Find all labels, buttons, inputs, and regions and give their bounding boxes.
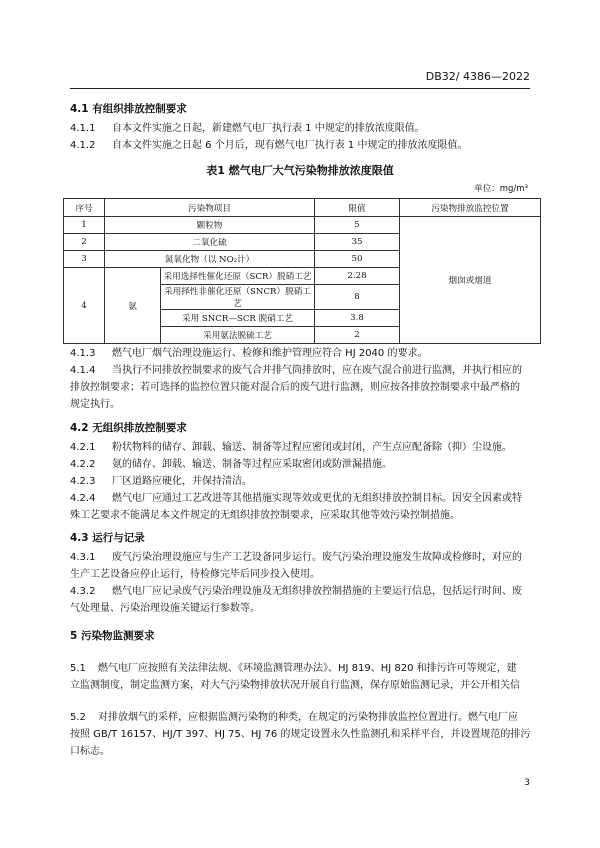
clause-5-2 — [70, 709, 540, 760]
table-row — [64, 217, 541, 234]
limit-value: 3.8 — [315, 310, 400, 327]
section-5-heading: 5 污染物监测要求 — [70, 630, 155, 642]
header-cell: 污染物项目 — [105, 199, 315, 217]
doc-number: DB32/ 4386—2022 — [425, 70, 530, 83]
clause-line — [70, 583, 540, 600]
header-cell: 序号 — [64, 199, 105, 217]
clause-number: 4.1.1 — [70, 123, 96, 134]
section-4-2-heading: 4.2 无组织排放控制要求 — [70, 422, 187, 434]
clause-line — [70, 549, 540, 566]
pollutant-item: 采用氨法脱硫工艺 — [161, 327, 315, 344]
row-number: 2 — [64, 234, 105, 251]
table-header-row — [64, 199, 541, 217]
clause-line — [70, 660, 540, 677]
limit-value: 2.28 — [315, 268, 400, 285]
clause-text: 当执行不同排放控制要求的废气合并排气筒排放时，应在废气混合前进行监测，并执行相应的 — [112, 365, 522, 376]
section-4-1-heading: 4.1 有组织排放控制要求 — [70, 103, 187, 115]
clause-number: 4.1.4 — [70, 365, 96, 376]
clause-number: 4.3.2 — [70, 586, 96, 597]
clause-line — [70, 490, 540, 507]
clause-line: 按照 GB/T 16157、HJ/T 397、HJ 75、HJ 76 的规定设置永久性监测孔和采样平台，并设置规范的排污 — [70, 729, 531, 740]
limit-value: 2 — [315, 327, 400, 344]
clause-4-2-3 — [70, 473, 252, 490]
clause-4-3-2 — [70, 583, 540, 617]
table-1-title: 表1 燃气电厂大气污染物排放浓度限值 — [206, 164, 394, 177]
clause-4-1-1 — [70, 120, 425, 137]
clause-4-2-4 — [70, 490, 540, 524]
clause-text: 燃气电厂烟气治理设施运行、检修和维护管理应符合 HJ 2040 的要求。 — [112, 348, 428, 359]
clause-text: 厂区道路应硬化，并保持清洁。 — [112, 476, 252, 487]
clause-line — [70, 362, 540, 379]
pollutant-item: 二氧化硫 — [105, 234, 315, 251]
clause-text: 自本文件实施之日起，新建燃气电厂执行表 1 中规定的排放浓度限值。 — [112, 123, 425, 134]
clause-number: 5.2 — [70, 712, 86, 723]
clause-4-3-1 — [70, 549, 540, 583]
clause-text: 燃气电厂应按照有关法律法规、《环境监测管理办法》、HJ 819、HJ 820 和排污许可等规定，建 — [98, 663, 517, 674]
clause-number: 4.2.3 — [70, 476, 96, 487]
row-number: 4 — [64, 268, 105, 344]
clause-number: 4.2.2 — [70, 459, 96, 470]
clause-line: 生产工艺设备应停止运行，待检修完毕后同步投入使用。 — [70, 569, 320, 580]
clause-text: 自本文件实施之日起 6 个月后，现有燃气电厂执行表 1 中规定的排放浓度限值。 — [112, 140, 468, 151]
clause-number: 4.2.1 — [70, 442, 96, 453]
clause-text: 废气污染治理设施应与生产工艺设备同步运行。废气污染治理设施发生故障或检修时，对应的 — [112, 552, 522, 563]
clause-line — [70, 709, 540, 726]
clause-number: 4.3.1 — [70, 552, 96, 563]
limit-value: 35 — [315, 234, 400, 251]
clause-number: 4.1.3 — [70, 348, 96, 359]
section-4-3-heading: 4.3 运行与记录 — [70, 532, 145, 544]
row-number: 1 — [64, 217, 105, 234]
monitoring-location: 烟囱或烟道 — [400, 217, 541, 344]
limit-value: 5 — [315, 217, 400, 234]
clause-4-1-3 — [70, 345, 427, 362]
clause-line: 立监测制度，制定监测方案，对大气污染物排放状况开展自行监测，保存原始监测记录，并公开相关信 — [70, 680, 520, 691]
pollutant-item: 采用 SNCR—SCR 脱硝工艺 — [161, 310, 315, 327]
clause-line: 殊工艺要求不能满足本文件规定的无组织排放控制要求，应采取其他等效污染控制措施。 — [70, 510, 460, 521]
emission-limits-table — [63, 198, 541, 344]
limit-value: 8 — [315, 285, 400, 310]
clause-4-2-2 — [70, 456, 392, 473]
clause-line: 口标志。 — [70, 746, 110, 757]
pollutant-item: 颗粒物 — [105, 217, 315, 234]
clause-number: 4.1.2 — [70, 140, 96, 151]
clause-text: 氨的储存、卸载、输送、制备等过程应采取密闭或防泄漏措施。 — [112, 459, 392, 470]
table-unit: 单位：mg/m³ — [474, 184, 528, 194]
header-rule — [70, 88, 530, 89]
clause-number: 4.2.4 — [70, 493, 96, 504]
pollutant-item: 氮氧化物（以 NO₂计） — [105, 251, 315, 268]
clause-text: 粉状物料的储存、卸载、输送、制备等过程应密闭或封闭，产生点应配备除（抑）尘设施。 — [112, 442, 512, 453]
clause-4-1-4 — [70, 362, 540, 413]
clause-4-2-1 — [70, 439, 512, 456]
clause-text: 燃气电厂应记录废气污染治理设施及无组织排放控制措施的主要运行信息，包括运行时间、废 — [112, 586, 522, 597]
clause-number: 5.1 — [70, 663, 86, 674]
clause-line: 规定执行。 — [70, 399, 120, 410]
clause-text: 对排放烟气的采样，应根据监测污染物的种类，在规定的污染物排放监控位置进行。燃气电厂应 — [98, 712, 518, 723]
ammonia-label: 氨 — [105, 268, 161, 344]
clause-5-1 — [70, 660, 540, 694]
row-number: 3 — [64, 251, 105, 268]
pollutant-item: 采用选择性催化还原（SCR）脱硝工艺 — [161, 268, 315, 285]
page-number: 3 — [524, 778, 530, 788]
clause-4-1-2 — [70, 137, 467, 154]
limit-value: 50 — [315, 251, 400, 268]
clause-text: 燃气电厂应通过工艺改进等其他措施实现等效或更优的无组织排放控制目标。因安全因素或特 — [112, 493, 522, 504]
pollutant-item: 采用择性非催化还原（SNCR）脱硝工艺 — [161, 285, 315, 310]
clause-line: 气处理量、污染治理设施关键运行参数等。 — [70, 603, 260, 614]
clause-line: 排放控制要求；若可选择的监控位置只能对混合后的废气进行监测，则应按各排放控制要求中最严格的 — [70, 382, 520, 393]
header-cell: 限值 — [315, 199, 400, 217]
header-cell: 污染物排放监控位置 — [400, 199, 541, 217]
